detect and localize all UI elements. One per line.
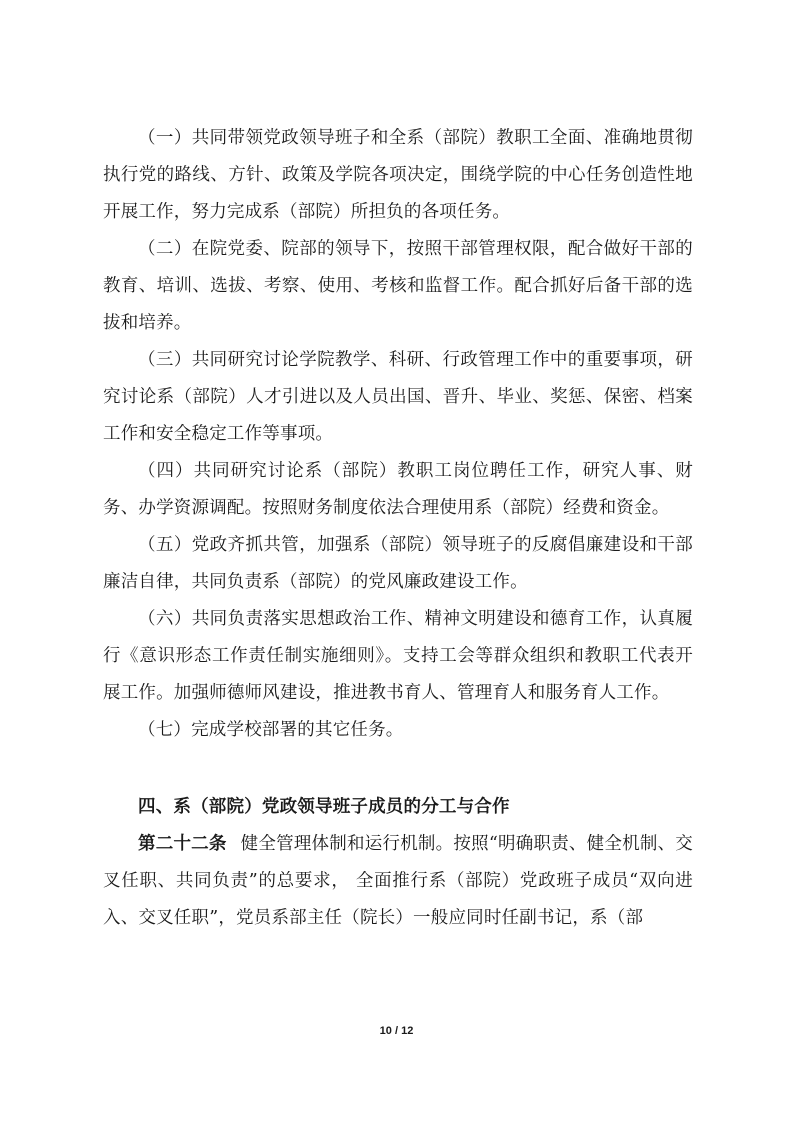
section-heading: 四、系（部院）党政领导班子成员的分工与合作 <box>138 797 510 817</box>
page-number: 10 / 12 <box>379 1025 414 1037</box>
article-paragraph <box>103 826 693 937</box>
duty-item-2: （二）在院党委、院部的领导下，按照干部管理权限，配合做好干部的教育、培训、选拔、考察、使用、考核和监督工作。配合抓好后备干部的选拔和培养。 <box>103 239 693 333</box>
duty-item-7: （七）完成学校部署的其它任务。 <box>138 720 404 740</box>
duty-item-4: （四）共同研究讨论系（部院）教职工岗位聘任工作，研究人事、财务、办学资源调配。按照财务制度依法合理使用系（部院）经费和资金。 <box>103 461 693 518</box>
article-text: 健全管理体制和运行机制。按照“明确职责、健全机制、交叉任职、共同负责”的总要求， 全面推行系（部院）党政班子成员“双向进入、交叉任职”，党员系部主任（院长）一般应同时任副书记，系（部 <box>103 834 693 928</box>
duty-item-6: （六）共同负责落实思想政治工作、精神文明建设和德育工作，认真履行《意识形态工作责任制实施细则》。支持工会等群众组织和教职工代表开展工作。加强师德师风建设，推进教书育人、管理育人和服务育人工作。 <box>103 609 693 703</box>
duty-item-5: （五）党政齐抓共管，加强系（部院）领导班子的反腐倡廉建设和干部廉洁自律，共同负责系（部院）的党风廉政建设工作。 <box>103 535 693 592</box>
duty-item-1: （一）共同带领党政领导班子和全系（部院）教职工全面、准确地贯彻执行党的路线、方针、政策及学院各项决定，围绕学院的中心任务创造性地开展工作，努力完成系（部院）所担负的各项任务。 <box>103 128 693 222</box>
duty-item-3: （三）共同研究讨论学院教学、科研、行政管理工作中的重要事项，研究讨论系（部院）人才引进以及人员出国、晋升、毕业、奖惩、保密、档案工作和安全稳定工作等事项。 <box>103 350 693 444</box>
document-body <box>103 120 693 937</box>
article-number: 第二十二条 <box>138 834 227 854</box>
